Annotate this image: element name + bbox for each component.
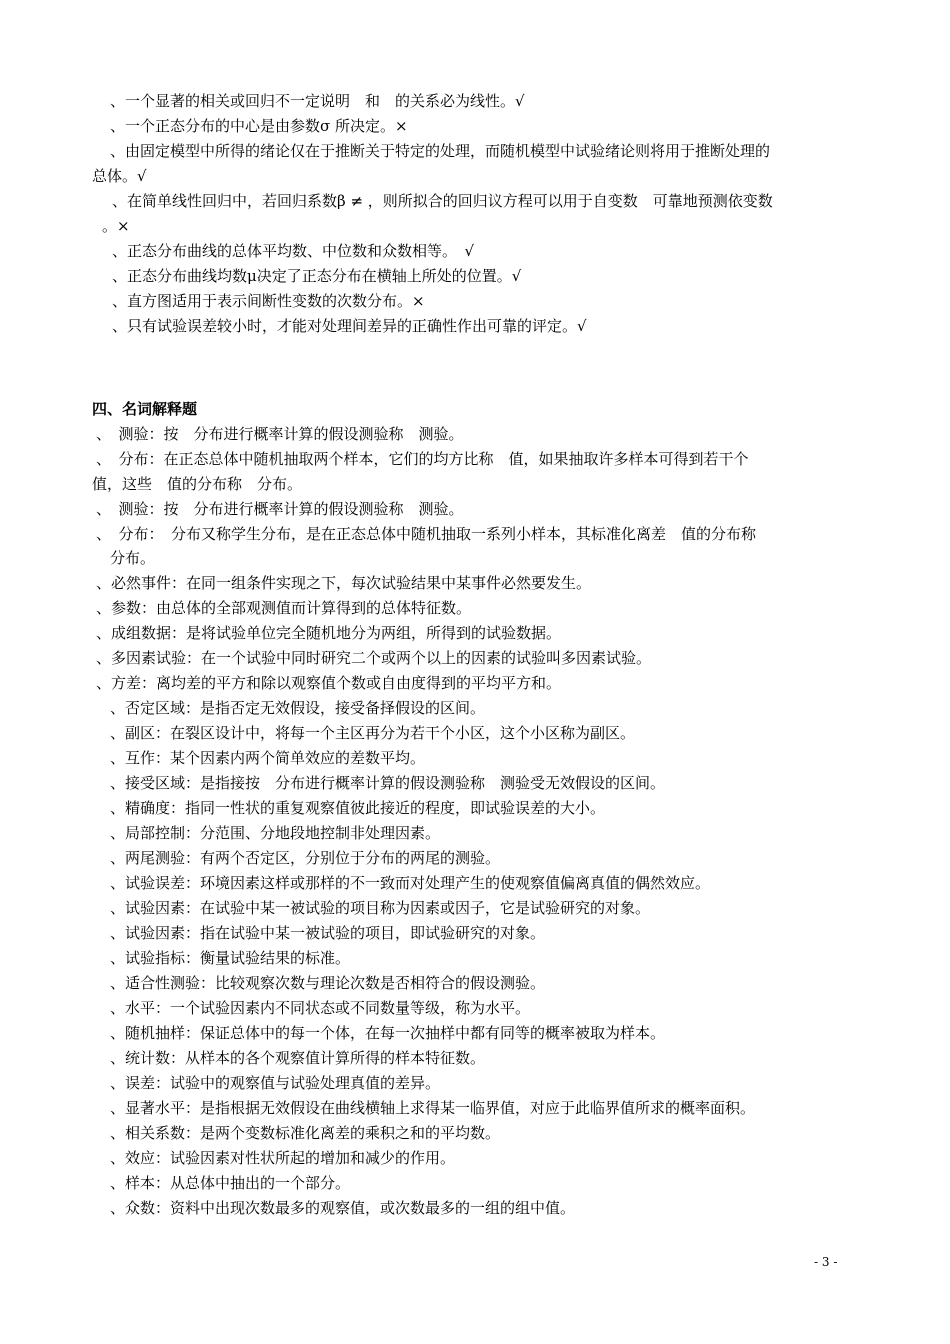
glossary-line: 、试验因素：指在试验中某一被试验的项目，即试验研究的对象。 — [110, 924, 546, 942]
glossary-line: 、误差：试验中的观察值与试验处理真值的差异。 — [110, 1074, 441, 1092]
glossary-line: 、水平：一个试验因素内不同状态或不同数量等级，称为水平。 — [110, 999, 531, 1017]
glossary-line: 、必然事件：在同一组条件实现之下，每次试验结果中某事件必然要发生。 — [96, 574, 592, 592]
tf-line: 、一个正态分布的中心是由参数σ 所决定。× — [110, 117, 408, 135]
glossary-line: 、成组数据：是将试验单位完全随机地分为两组，所得到的试验数据。 — [96, 624, 562, 642]
glossary-line-continuation: 分布。 — [110, 549, 156, 567]
glossary-line: 、试验因素：在试验中某一被试验的项目称为因素或因子，它是试验研究的对象。 — [110, 899, 651, 917]
glossary-line: 、相关系数：是两个变数标准化离差的乘积之和的平均数。 — [110, 1124, 501, 1142]
glossary-line: 、副区：在裂区设计中，将每一个主区再分为若干个小区，这个小区称为副区。 — [110, 724, 636, 742]
glossary-line: 、方差：离均差的平方和除以观察值个数或自由度得到的平均平方和。 — [96, 674, 562, 692]
tf-line-continuation: 。× — [102, 217, 130, 235]
page-number: - 3 - — [814, 1255, 838, 1269]
tf-line: 、一个显著的相关或回归不一定说明 和 的关系必为线性。√ — [110, 92, 525, 110]
section-heading: 四、名词解释题 — [92, 400, 198, 418]
glossary-line: 、 分布：在正态总体中随机抽取两个样本，它们的均方比称 值，如果抽取许多样本可得到若干个 — [96, 450, 749, 468]
tf-line: 、由固定模型中所得的绪论仅在于推断关于特定的处理，而随机模型中试验绪论则将用于推断处理的 — [110, 142, 771, 160]
tf-line: 、正态分布曲线的总体平均数、中位数和众数相等。 √ — [112, 242, 475, 260]
glossary-line: 、局部控制：分范围、分地段地控制非处理因素。 — [110, 824, 441, 842]
glossary-line: 、 分布： 分布又称学生分布，是在正态总体中随机抽取一系列小样本，其标准化离差 值的分布称 — [96, 525, 757, 543]
glossary-line: 、显著水平：是指根据无效假设在曲线横轴上求得某一临界值，对应于此临界值所求的概率面积。 — [110, 1099, 756, 1117]
tf-line: 、在简单线性回归中，若回归系数β ≠ ，则所拟合的回归议方程可以用于自变数 可靠地预测依变数 — [112, 192, 773, 210]
glossary-line: 、 测验：按 分布进行概率计算的假设测验称 测验。 — [96, 425, 464, 443]
glossary-line: 、两尾测验：有两个否定区，分别位于分布的两尾的测验。 — [110, 849, 501, 867]
glossary-line: 、试验指标：衡量试验结果的标准。 — [110, 949, 351, 967]
glossary-line: 、否定区域：是指否定无效假设，接受备择假设的区间。 — [110, 699, 486, 717]
tf-line: 、正态分布曲线均数μ决定了正态分布在横轴上所处的位置。√ — [112, 267, 522, 285]
glossary-line: 、接受区域：是指接按 分布进行概率计算的假设测验称 测验受无效假设的区间。 — [110, 774, 666, 792]
glossary-line: 、 测验：按 分布进行概率计算的假设测验称 测验。 — [96, 500, 464, 518]
glossary-line: 、样本：从总体中抽出的一个部分。 — [110, 1174, 351, 1192]
glossary-line: 、效应：试验因素对性状所起的增加和减少的作用。 — [110, 1149, 456, 1167]
glossary-line: 、试验误差：环境因素这样或那样的不一致而对处理产生的使观察值偏离真值的偶然效应。 — [110, 874, 711, 892]
glossary-line: 、多因素试验：在一个试验中同时研究二个或两个以上的因素的试验叫多因素试验。 — [96, 649, 652, 667]
glossary-line: 、互作：某个因素内两个简单效应的差数平均。 — [110, 749, 426, 767]
glossary-line: 、精确度：指同一性状的重复观察值彼此接近的程度，即试验误差的大小。 — [110, 799, 606, 817]
glossary-line: 、众数：资料中出现次数最多的观察值，或次数最多的一组的组中值。 — [110, 1199, 576, 1217]
glossary-line: 、参数：由总体的全部观测值而计算得到的总体特征数。 — [96, 599, 472, 617]
tf-line-continuation: 总体。√ — [92, 167, 147, 185]
glossary-line-continuation: 值，这些 值的分布称 分布。 — [92, 475, 303, 493]
glossary-line: 、随机抽样：保证总体中的每一个体，在每一次抽样中都有同等的概率被取为样本。 — [110, 1024, 666, 1042]
tf-line: 、直方图适用于表示间断性变数的次数分布。× — [112, 292, 425, 310]
tf-line: 、只有试验误差较小时，才能对处理间差异的正确性作出可靠的评定。√ — [112, 317, 587, 335]
glossary-line: 、适合性测验：比较观察次数与理论次数是否相符合的假设测验。 — [110, 974, 546, 992]
glossary-line: 、统计数：从样本的各个观察值计算所得的样本特征数。 — [110, 1049, 486, 1067]
